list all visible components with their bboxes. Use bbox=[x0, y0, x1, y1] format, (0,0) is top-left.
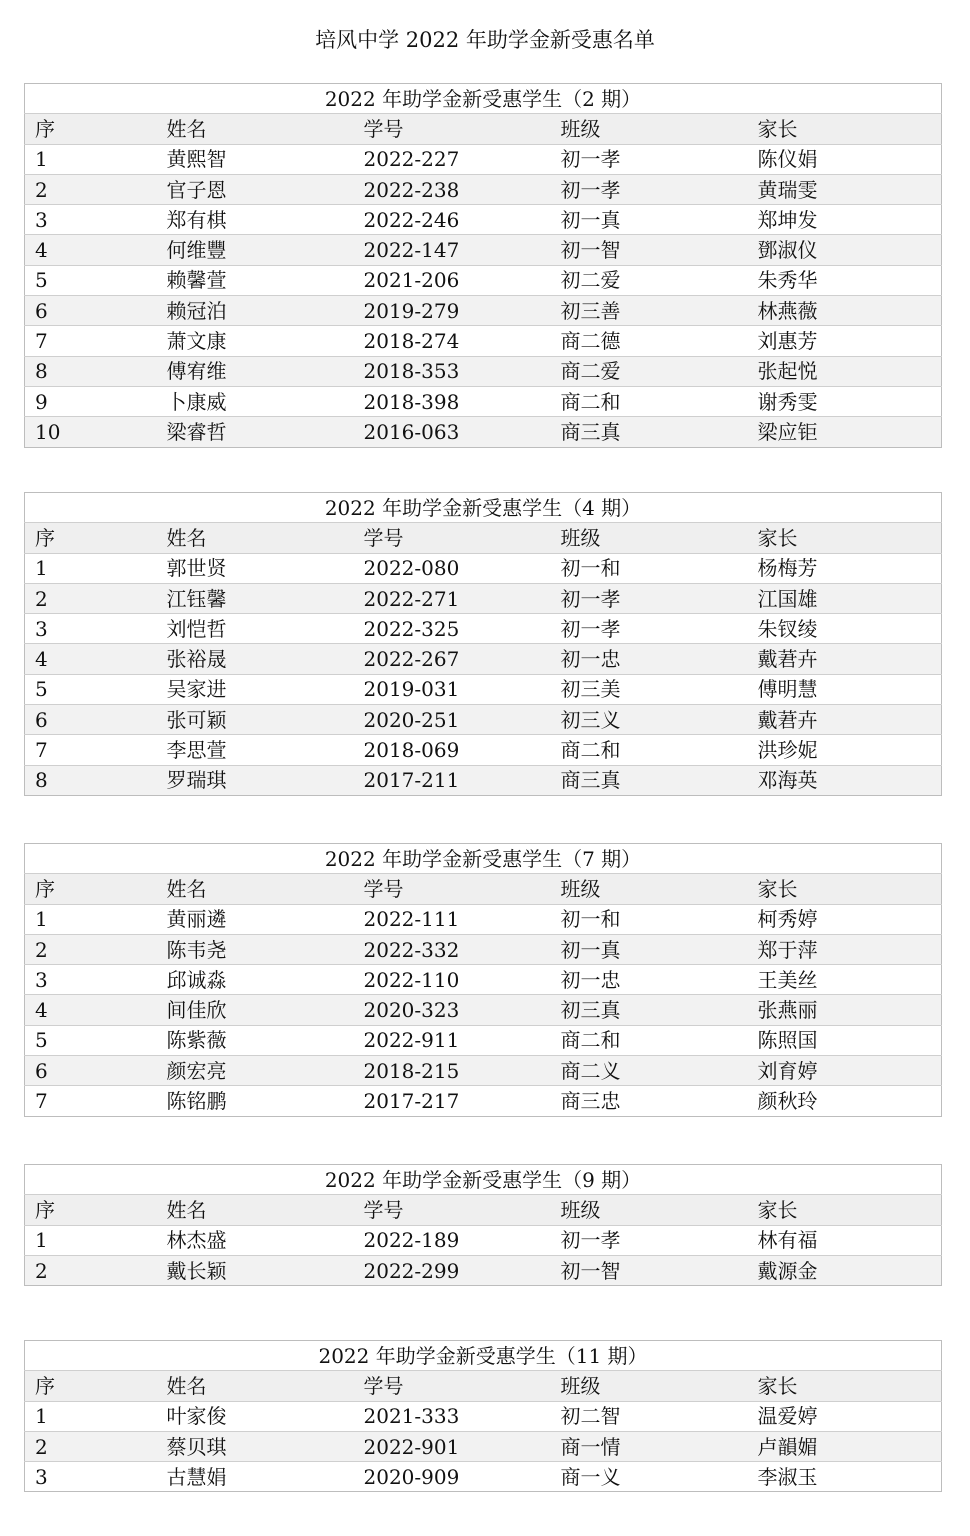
table-row bbox=[25, 296, 942, 326]
table-cell: 江国雄 bbox=[758, 583, 942, 613]
table-cell: 谢秀雯 bbox=[758, 386, 942, 416]
table-cell: 戴源金 bbox=[758, 1255, 942, 1285]
table-caption: 2022 年助学金新受惠学生（11 期） bbox=[318, 1343, 648, 1368]
table-cell: 1 bbox=[25, 1225, 167, 1255]
table-cell: 戴长颖 bbox=[167, 1255, 364, 1285]
column-header: 家长 bbox=[758, 114, 942, 144]
table-row bbox=[25, 765, 942, 795]
table-row bbox=[25, 553, 942, 583]
table-cell: 商二义 bbox=[561, 1056, 758, 1086]
table-cell: 6 bbox=[25, 296, 167, 326]
table-cell: 2022-111 bbox=[364, 904, 561, 934]
column-header: 家长 bbox=[758, 874, 942, 904]
column-header: 姓名 bbox=[167, 1371, 364, 1401]
table-cell: 8 bbox=[25, 765, 167, 795]
table-row bbox=[25, 934, 942, 964]
table-cell: 3 bbox=[25, 1462, 167, 1492]
table-cell: 2022-227 bbox=[364, 144, 561, 174]
column-header: 班级 bbox=[561, 523, 758, 553]
table-cell: 黄丽遴 bbox=[167, 904, 364, 934]
column-header: 学号 bbox=[364, 523, 561, 553]
table-row bbox=[25, 1255, 942, 1285]
table-row bbox=[25, 965, 942, 995]
table-cell: 戴莙卉 bbox=[758, 644, 942, 674]
table-cell: 2022-080 bbox=[364, 553, 561, 583]
table-cell: 2022-911 bbox=[364, 1025, 561, 1055]
table-row bbox=[25, 995, 942, 1025]
table-cell: 3 bbox=[25, 205, 167, 235]
table-cell: 郑于萍 bbox=[758, 934, 942, 964]
table-cell: 2017-217 bbox=[364, 1086, 561, 1116]
table-cell: 林燕薇 bbox=[758, 296, 942, 326]
table-cell: 陈仪娟 bbox=[758, 144, 942, 174]
table-cell: 戴莙卉 bbox=[758, 705, 942, 735]
table-cell: 何维豐 bbox=[167, 235, 364, 265]
table-cell: 叶家俊 bbox=[167, 1401, 364, 1431]
table-cell: 商二爱 bbox=[561, 356, 758, 386]
table-cell: 8 bbox=[25, 356, 167, 386]
table-cell: 初一智 bbox=[561, 1255, 758, 1285]
table-cell: 初一孝 bbox=[561, 614, 758, 644]
table-cell: 颜宏亮 bbox=[167, 1056, 364, 1086]
table-caption: 2022 年助学金新受惠学生（2 期） bbox=[324, 86, 642, 111]
table-cell: 颜秋玲 bbox=[758, 1086, 942, 1116]
column-header: 家长 bbox=[758, 523, 942, 553]
table-cell: 萧文康 bbox=[167, 326, 364, 356]
column-header: 班级 bbox=[561, 114, 758, 144]
table-cell: 5 bbox=[25, 1025, 167, 1055]
table-cell: 傅宥维 bbox=[167, 356, 364, 386]
column-header: 姓名 bbox=[167, 874, 364, 904]
table-cell: 商一义 bbox=[561, 1462, 758, 1492]
table-cell: 官子恩 bbox=[167, 174, 364, 204]
table-row bbox=[25, 265, 942, 295]
column-header: 班级 bbox=[561, 874, 758, 904]
table-header-row bbox=[25, 1195, 942, 1225]
table-row bbox=[25, 356, 942, 386]
table-cell: 邱诚淼 bbox=[167, 965, 364, 995]
column-header: 姓名 bbox=[167, 114, 364, 144]
table-cell: 2022-332 bbox=[364, 934, 561, 964]
table-cell: 2022-238 bbox=[364, 174, 561, 204]
table-cell: 2021-206 bbox=[364, 265, 561, 295]
table-cell: 2018-069 bbox=[364, 735, 561, 765]
table-cell: 朱钗绫 bbox=[758, 614, 942, 644]
column-header: 序 bbox=[25, 874, 167, 904]
table-cell: 陈紫薇 bbox=[167, 1025, 364, 1055]
document-title: 培风中学 2022 年助学金新受惠名单 bbox=[315, 28, 655, 52]
table-cell: 4 bbox=[25, 995, 167, 1025]
table-row bbox=[25, 583, 942, 613]
table-cell: 刘恺哲 bbox=[167, 614, 364, 644]
table-cell: 初三真 bbox=[561, 995, 758, 1025]
table-cell: 2019-031 bbox=[364, 674, 561, 704]
table-cell: 陈铭鹏 bbox=[167, 1086, 364, 1116]
column-header: 学号 bbox=[364, 1195, 561, 1225]
table-cell: 1 bbox=[25, 553, 167, 583]
table-cell: 罗瑞琪 bbox=[167, 765, 364, 795]
table-cell: 商一情 bbox=[561, 1431, 758, 1461]
column-header: 家长 bbox=[758, 1195, 942, 1225]
table-cell: 商二和 bbox=[561, 735, 758, 765]
table-cell: 2018-274 bbox=[364, 326, 561, 356]
table-cell: 2 bbox=[25, 934, 167, 964]
table-row bbox=[25, 1401, 942, 1431]
table-cell: 初一和 bbox=[561, 553, 758, 583]
table-cell: 2022-189 bbox=[364, 1225, 561, 1255]
table-cell: 黄瑞雯 bbox=[758, 174, 942, 204]
table-caption: 2022 年助学金新受惠学生（7 期） bbox=[324, 846, 642, 871]
table-cell: 刘惠芳 bbox=[758, 326, 942, 356]
column-header: 学号 bbox=[364, 1371, 561, 1401]
table-cell: 邓海英 bbox=[758, 765, 942, 795]
table-row bbox=[25, 235, 942, 265]
table-cell: 赖馨萱 bbox=[167, 265, 364, 295]
table-header-row bbox=[25, 523, 942, 553]
table-cell: 初一忠 bbox=[561, 965, 758, 995]
table-cell: 温爱婷 bbox=[758, 1401, 942, 1431]
table-cell: 1 bbox=[25, 144, 167, 174]
table-cell: 江钰馨 bbox=[167, 583, 364, 613]
table-cell: 鄧淑仪 bbox=[758, 235, 942, 265]
table-cell: 4 bbox=[25, 644, 167, 674]
table-cell: 4 bbox=[25, 235, 167, 265]
table-cell: 间佳欣 bbox=[167, 995, 364, 1025]
table-row bbox=[25, 174, 942, 204]
recipient-table bbox=[24, 1164, 942, 1286]
column-header: 班级 bbox=[561, 1371, 758, 1401]
table-cell: 2 bbox=[25, 1431, 167, 1461]
table-cell: 初一智 bbox=[561, 235, 758, 265]
table-row bbox=[25, 644, 942, 674]
table-row bbox=[25, 1225, 942, 1255]
table-header-row bbox=[25, 1371, 942, 1401]
table-cell: 卢韻媚 bbox=[758, 1431, 942, 1461]
column-header: 学号 bbox=[364, 874, 561, 904]
column-header: 序 bbox=[25, 1371, 167, 1401]
table-cell: 初一真 bbox=[561, 205, 758, 235]
table-cell: 商二德 bbox=[561, 326, 758, 356]
table-caption: 2022 年助学金新受惠学生（9 期） bbox=[324, 1167, 642, 1192]
column-header: 家长 bbox=[758, 1371, 942, 1401]
recipient-table bbox=[24, 492, 942, 796]
table-cell: 2020-251 bbox=[364, 705, 561, 735]
table-row bbox=[25, 386, 942, 416]
table-caption: 2022 年助学金新受惠学生（4 期） bbox=[324, 495, 642, 520]
table-cell: 蔡贝琪 bbox=[167, 1431, 364, 1461]
table-cell: 初二爱 bbox=[561, 265, 758, 295]
table-cell: 黄熙智 bbox=[167, 144, 364, 174]
table-cell: 张可颖 bbox=[167, 705, 364, 735]
table-cell: 商三忠 bbox=[561, 1086, 758, 1116]
table-cell: 7 bbox=[25, 735, 167, 765]
table-cell: 张起悦 bbox=[758, 356, 942, 386]
table-cell: 赖冠泊 bbox=[167, 296, 364, 326]
table-cell: 2022-325 bbox=[364, 614, 561, 644]
table-cell: 2018-398 bbox=[364, 386, 561, 416]
table-cell: 1 bbox=[25, 904, 167, 934]
table-cell: 古慧娟 bbox=[167, 1462, 364, 1492]
table-cell: 初三善 bbox=[561, 296, 758, 326]
table-cell: 2018-353 bbox=[364, 356, 561, 386]
table-cell: 陈照国 bbox=[758, 1025, 942, 1055]
table-cell: 李淑玉 bbox=[758, 1462, 942, 1492]
recipient-table bbox=[24, 83, 942, 448]
table-cell: 林杰盛 bbox=[167, 1225, 364, 1255]
table-cell: 2018-215 bbox=[364, 1056, 561, 1086]
table-row bbox=[25, 904, 942, 934]
table-cell: 2017-211 bbox=[364, 765, 561, 795]
table-row bbox=[25, 1056, 942, 1086]
table-row bbox=[25, 674, 942, 704]
table-cell: 2016-063 bbox=[364, 417, 561, 447]
table-cell: 初一孝 bbox=[561, 144, 758, 174]
table-header-row bbox=[25, 874, 942, 904]
table-cell: 郑坤发 bbox=[758, 205, 942, 235]
table-cell: 卜康威 bbox=[167, 386, 364, 416]
table-cell: 5 bbox=[25, 674, 167, 704]
table-cell: 1 bbox=[25, 1401, 167, 1431]
table-row bbox=[25, 1025, 942, 1055]
table-cell: 7 bbox=[25, 1086, 167, 1116]
table-cell: 张燕丽 bbox=[758, 995, 942, 1025]
table-cell: 初三义 bbox=[561, 705, 758, 735]
table-cell: 2022-246 bbox=[364, 205, 561, 235]
table-cell: 2022-901 bbox=[364, 1431, 561, 1461]
table-cell: 商三真 bbox=[561, 417, 758, 447]
table-cell: 初一孝 bbox=[561, 174, 758, 204]
table-row bbox=[25, 144, 942, 174]
table-cell: 朱秀华 bbox=[758, 265, 942, 295]
table-cell: 傅明慧 bbox=[758, 674, 942, 704]
table-cell: 初一真 bbox=[561, 934, 758, 964]
recipient-table bbox=[24, 1340, 942, 1492]
table-cell: 9 bbox=[25, 386, 167, 416]
recipient-table bbox=[24, 843, 942, 1117]
table-cell: 10 bbox=[25, 417, 167, 447]
table-cell: 2020-323 bbox=[364, 995, 561, 1025]
table-cell: 林有福 bbox=[758, 1225, 942, 1255]
table-cell: 2022-147 bbox=[364, 235, 561, 265]
table-cell: 商三真 bbox=[561, 765, 758, 795]
table-cell: 王美丝 bbox=[758, 965, 942, 995]
table-cell: 初二智 bbox=[561, 1401, 758, 1431]
table-cell: 张裕晟 bbox=[167, 644, 364, 674]
table-cell: 6 bbox=[25, 1056, 167, 1086]
column-header: 班级 bbox=[561, 1195, 758, 1225]
table-cell: 陈韦尧 bbox=[167, 934, 364, 964]
table-cell: 2 bbox=[25, 583, 167, 613]
table-cell: 2 bbox=[25, 174, 167, 204]
table-row bbox=[25, 1431, 942, 1461]
table-cell: 初三美 bbox=[561, 674, 758, 704]
table-cell: 初一孝 bbox=[561, 583, 758, 613]
table-cell: 5 bbox=[25, 265, 167, 295]
column-header: 序 bbox=[25, 114, 167, 144]
table-row bbox=[25, 1086, 942, 1116]
table-cell: 7 bbox=[25, 326, 167, 356]
table-cell: 初一孝 bbox=[561, 1225, 758, 1255]
table-cell: 刘育婷 bbox=[758, 1056, 942, 1086]
table-cell: 3 bbox=[25, 965, 167, 995]
table-cell: 商二和 bbox=[561, 1025, 758, 1055]
column-header: 序 bbox=[25, 523, 167, 553]
table-cell: 2 bbox=[25, 1255, 167, 1285]
table-cell: 2021-333 bbox=[364, 1401, 561, 1431]
table-cell: 2022-110 bbox=[364, 965, 561, 995]
table-row bbox=[25, 205, 942, 235]
table-row bbox=[25, 735, 942, 765]
column-header: 姓名 bbox=[167, 1195, 364, 1225]
table-cell: 3 bbox=[25, 614, 167, 644]
table-cell: 2022-267 bbox=[364, 644, 561, 674]
table-cell: 梁应钜 bbox=[758, 417, 942, 447]
table-cell: 2022-271 bbox=[364, 583, 561, 613]
table-cell: 2022-299 bbox=[364, 1255, 561, 1285]
table-cell: 初一忠 bbox=[561, 644, 758, 674]
table-row bbox=[25, 417, 942, 447]
table-cell: 郭世贤 bbox=[167, 553, 364, 583]
table-header-row bbox=[25, 114, 942, 144]
table-cell: 郑有棋 bbox=[167, 205, 364, 235]
table-row bbox=[25, 705, 942, 735]
table-cell: 柯秀婷 bbox=[758, 904, 942, 934]
table-row bbox=[25, 1462, 942, 1492]
table-cell: 杨梅芳 bbox=[758, 553, 942, 583]
table-cell: 梁睿哲 bbox=[167, 417, 364, 447]
table-cell: 6 bbox=[25, 705, 167, 735]
table-row bbox=[25, 326, 942, 356]
table-cell: 商二和 bbox=[561, 386, 758, 416]
column-header: 序 bbox=[25, 1195, 167, 1225]
column-header: 姓名 bbox=[167, 523, 364, 553]
table-cell: 初一和 bbox=[561, 904, 758, 934]
table-cell: 2019-279 bbox=[364, 296, 561, 326]
table-cell: 吴家进 bbox=[167, 674, 364, 704]
table-row bbox=[25, 614, 942, 644]
column-header: 学号 bbox=[364, 114, 561, 144]
table-cell: 李思萱 bbox=[167, 735, 364, 765]
table-cell: 洪珍妮 bbox=[758, 735, 942, 765]
table-cell: 2020-909 bbox=[364, 1462, 561, 1492]
